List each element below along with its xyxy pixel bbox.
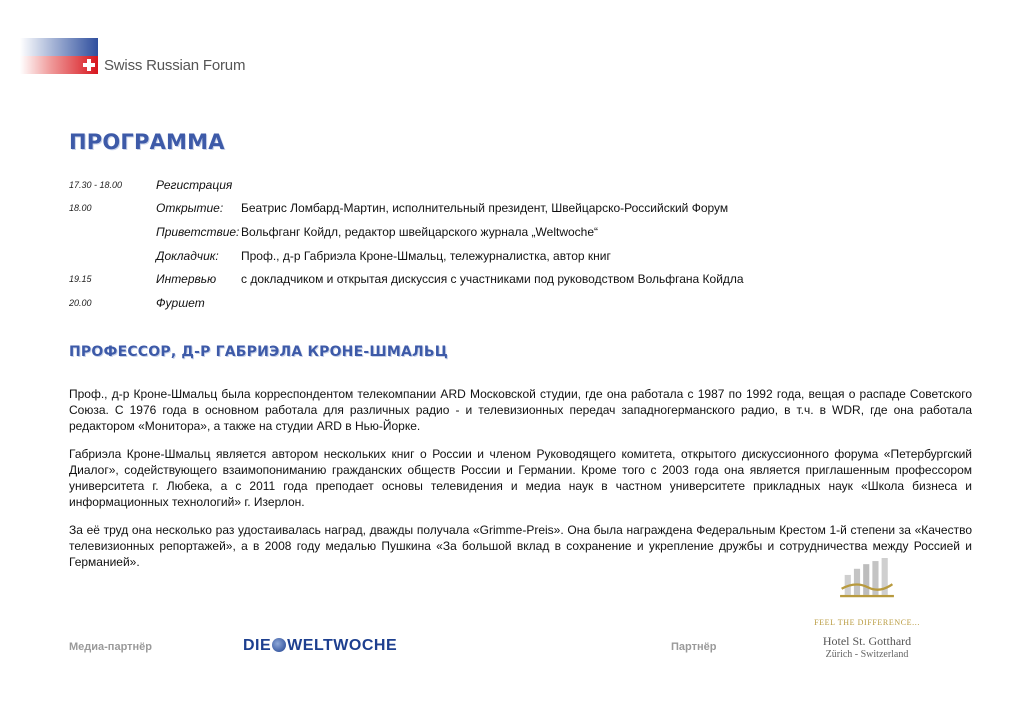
weltwoche-logo-left: DIE — [243, 637, 272, 654]
bio-paragraph: Проф., д-р Кроне-Шмальц была корреспондентом телекомпании ARD Московской студии, где она работала с 1987 по 1992 года, вещая о распаде Советского Союза. С 1976 года в основном работала для различных радио - и телевизионных передач западногерманского радио, в т.ч. в WDR, где она работала редактором «Монитора», а также на студии ARD в Нью-Йорке. — [69, 387, 972, 433]
program-text: с докладчиком и открытая дискуссия с участниками под руководством Вольфгана Койдла — [241, 272, 744, 286]
partner-label: Партнёр — [671, 641, 717, 653]
program-time: 18.00 — [69, 203, 92, 213]
program-text: Беатрис Ломбард-Мартин, исполнительный президент, Швейцарско-Российский Форум — [241, 201, 729, 215]
swiss-russian-forum-logo — [20, 38, 280, 78]
swiss-cross-icon — [80, 56, 98, 74]
program-time: 19.15 — [69, 274, 92, 284]
logo-text: Swiss Russian Forum — [104, 57, 246, 74]
program-time: 20.00 — [69, 298, 92, 308]
program-text: Проф., д-р Габриэла Кроне-Шмальц, тележурналистка, автор книг — [241, 249, 611, 263]
program-label: Интервью — [156, 272, 217, 286]
program-label: Открытие: — [156, 201, 224, 215]
program-text: Вольфганг Койдл, редактор швейцарского журнала „Weltwoche“ — [241, 225, 599, 239]
program-label: Приветствие: — [156, 225, 240, 239]
hotel-st-gotthard-logo — [806, 558, 928, 668]
program-label: Докладчик: — [156, 249, 219, 263]
bio-paragraph: За её труд она несколько раз удостаивалась наград, дважды получала «Grimme-Preis». Она была награждена Федеральным Крестом 1-й степени за «Качество телевизионных репортажей», а в 2008 году медалью Пушкина «За большой вклад в сохранение и укрепление дружбы и сотрудничества между Россией и Германией». — [69, 523, 972, 569]
bio-title: ПРОФЕССОР, Д-Р ГАБРИЭЛА КРОНЕ-ШМАЛЬЦ — [69, 344, 448, 360]
globe-icon — [272, 638, 286, 652]
program-time: 17.30 - 18.00 — [69, 180, 123, 190]
program-title: ПРОГРАММА — [69, 130, 225, 154]
hotel-name: Hotel St. Gotthard — [822, 634, 912, 648]
hotel-tagline: FEEL THE DIFFERENCE... — [814, 618, 920, 627]
weltwoche-logo — [243, 637, 397, 655]
logo-blue-bar — [20, 38, 98, 56]
hotel-city: Zürich - Switzerland — [825, 649, 909, 660]
program-label: Фуршет — [156, 296, 205, 310]
hotel-pillars-icon — [832, 558, 902, 598]
weltwoche-logo-right: WELTWOCHE — [287, 637, 398, 654]
media-partner-label: Медиа-партнёр — [69, 641, 153, 653]
bio-paragraph: Габриэла Кроне-Шмальц является автором нескольких книг о России и членом Руководящего комитета, открытого дискуссионного форума «Петербургский Диалог», содействующего взаимопониманию гражданских обществ России и Германии. Кроме того с 2003 года она является приглашенным профессором университета г. Любека, а с 2011 года преподает основы телевидения и медиа наук в частном университете прикладных наук «Школа бизнеса и информационных технологий» г. Изерлон. — [69, 447, 972, 509]
program-label: Регистрация — [156, 178, 233, 192]
